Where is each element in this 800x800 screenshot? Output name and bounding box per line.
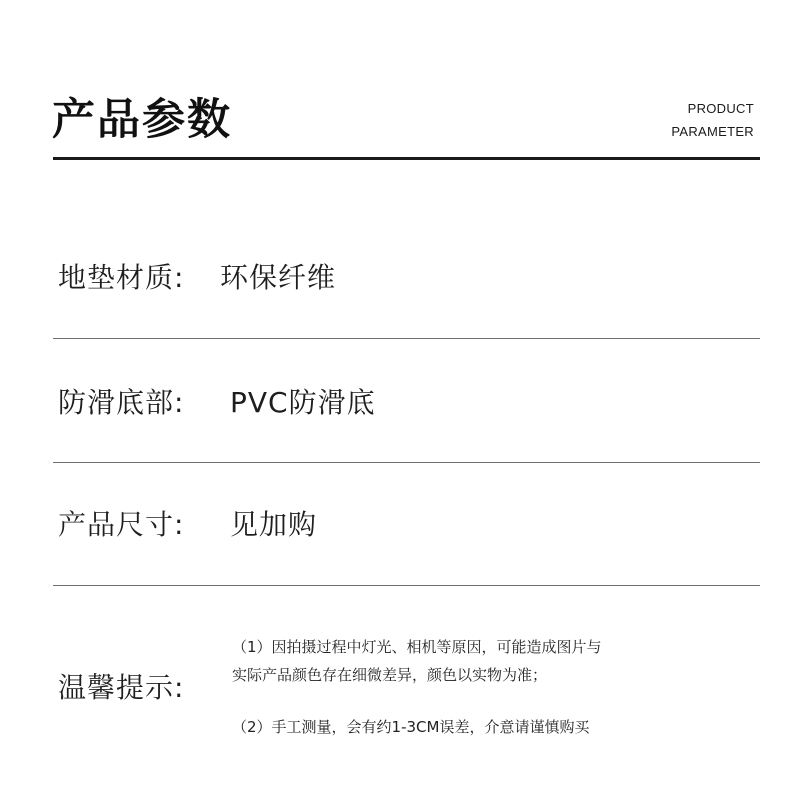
notice-note-1-line-1: （1）因拍摄过程中灯光、相机等原因，可能造成图片与 — [232, 638, 602, 656]
page-subtitle — [671, 97, 754, 143]
param-value-material: 环保纤维 — [220, 261, 337, 294]
param-label-material: 地垫材质: — [58, 261, 185, 294]
row-divider — [53, 338, 760, 339]
header-divider — [53, 157, 760, 160]
subtitle-line-1: PRODUCT — [687, 101, 754, 116]
row-divider — [53, 585, 760, 586]
param-value-size: 见加购 — [230, 508, 318, 541]
subtitle-line-2: PARAMETER — [671, 124, 754, 139]
notice-note-1 — [232, 633, 602, 689]
notice-note-1-line-2: 实际产品颜色存在细微差异，颜色以实物为准； — [232, 666, 548, 684]
param-value-antislip: PVC防滑底 — [230, 386, 376, 419]
param-label-size: 产品尺寸: — [58, 508, 185, 541]
row-divider — [53, 462, 760, 463]
page-title: 产品参数 — [52, 95, 232, 145]
notice-label: 温馨提示: — [58, 671, 185, 704]
notice-note-2: （2）手工测量，会有约1-3CM误差，介意请谨慎购买 — [232, 718, 590, 736]
param-label-antislip: 防滑底部: — [58, 386, 185, 419]
